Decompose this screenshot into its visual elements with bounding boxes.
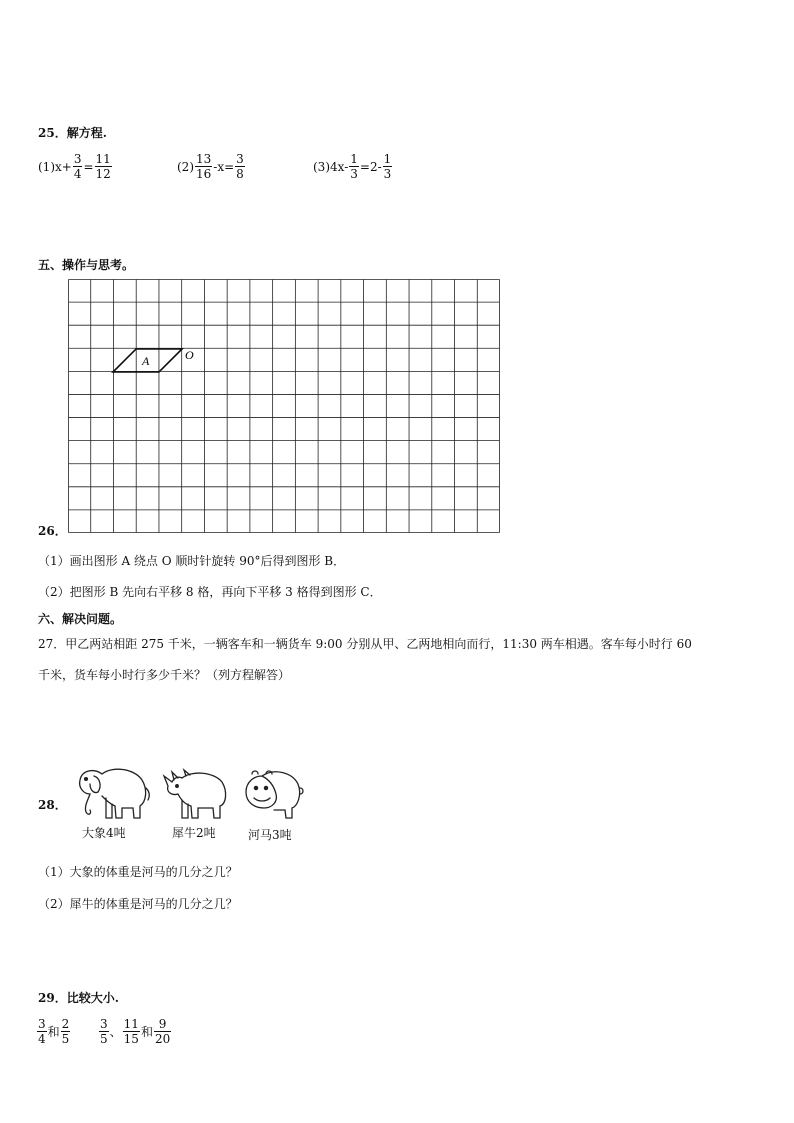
eq3-prefix: (3)4x- (313, 159, 349, 174)
q29-fraction-11-15: $\frac{11}{15}$ (123, 1017, 139, 1046)
q29-fraction-9-20: $\frac{9}{20}$ (154, 1017, 171, 1046)
eq1-mid: = (83, 159, 94, 174)
q29-pair-2 (98, 1017, 172, 1046)
section-5-heading: 五、操作与思考。 (38, 258, 135, 272)
shape-a-label: A (142, 354, 150, 368)
q27-line-2: 千米，货车每小时行多少千米？（列方程解答） (38, 668, 291, 682)
elephant-icon (72, 762, 152, 822)
eq2-fraction-2: $\frac{3}{8}$ (236, 152, 244, 181)
eq3-mid: =2- (359, 159, 382, 174)
q26-grid (68, 279, 500, 533)
q26-task-2: （2）把图形 B 先向右平移 8 格，再向下平移 3 格得到图形 C． (38, 585, 382, 599)
q27-line-1: 27．甲乙两站相距 275 千米，一辆客车和一辆货车 9:00 分别从甲、乙两地相向而行，11:30 两车相遇。客车每小时行 60 (38, 637, 692, 651)
q25-equation-3 (313, 152, 393, 181)
eq3-fraction-2: $\frac{1}{3}$ (383, 152, 392, 181)
q28-number: 28． (38, 798, 67, 812)
eq2-prefix: (2) (177, 159, 194, 174)
eq1-fraction-2: $\frac{11}{12}$ (95, 152, 111, 181)
rhino-icon (162, 766, 232, 822)
elephant-caption: 大象4吨 (82, 826, 126, 840)
eq1-fraction-1: $\frac{3}{4}$ (73, 152, 82, 181)
q29-sep-1: 、 (109, 1025, 122, 1039)
q29-title: 29．比较大小. (38, 991, 119, 1005)
rhino-caption: 犀牛2吨 (172, 826, 216, 840)
q26-number: 26． (38, 524, 67, 538)
q25-title: 25．解方程. (38, 126, 107, 140)
point-o-label: O (185, 348, 194, 362)
hippo-caption: 河马3吨 (248, 828, 292, 842)
q29-sep: 和 (47, 1025, 60, 1039)
q28-task-2: （2）犀牛的体重是河马的几分之几？ (38, 897, 238, 911)
q29-fraction-3-5: $\frac{3}{5}$ (100, 1017, 108, 1046)
eq2-fraction-1: $\frac{13}{16}$ (196, 152, 212, 181)
eq1-prefix: (1)x+ (38, 159, 72, 174)
q29-pair-1 (36, 1017, 71, 1046)
q25-equation-2 (177, 152, 246, 181)
eq3-fraction-1: $\frac{1}{3}$ (350, 152, 358, 181)
hippo-icon (240, 766, 306, 822)
q26-task-1: （1）画出图形 A 绕点 O 顺时针旋转 90°后得到图形 B． (38, 554, 346, 568)
section-6-heading: 六、解决问题。 (38, 612, 123, 626)
q29-fraction-2-5: $\frac{2}{5}$ (61, 1017, 70, 1046)
q28-task-1: （1）大象的体重是河马的几分之几？ (38, 865, 238, 879)
eq2-mid: -x= (213, 159, 235, 174)
q29-sep-2: 和 (140, 1025, 153, 1039)
q29-fraction-3-4: $\frac{3}{4}$ (38, 1017, 46, 1046)
q25-equation-1 (38, 152, 113, 181)
